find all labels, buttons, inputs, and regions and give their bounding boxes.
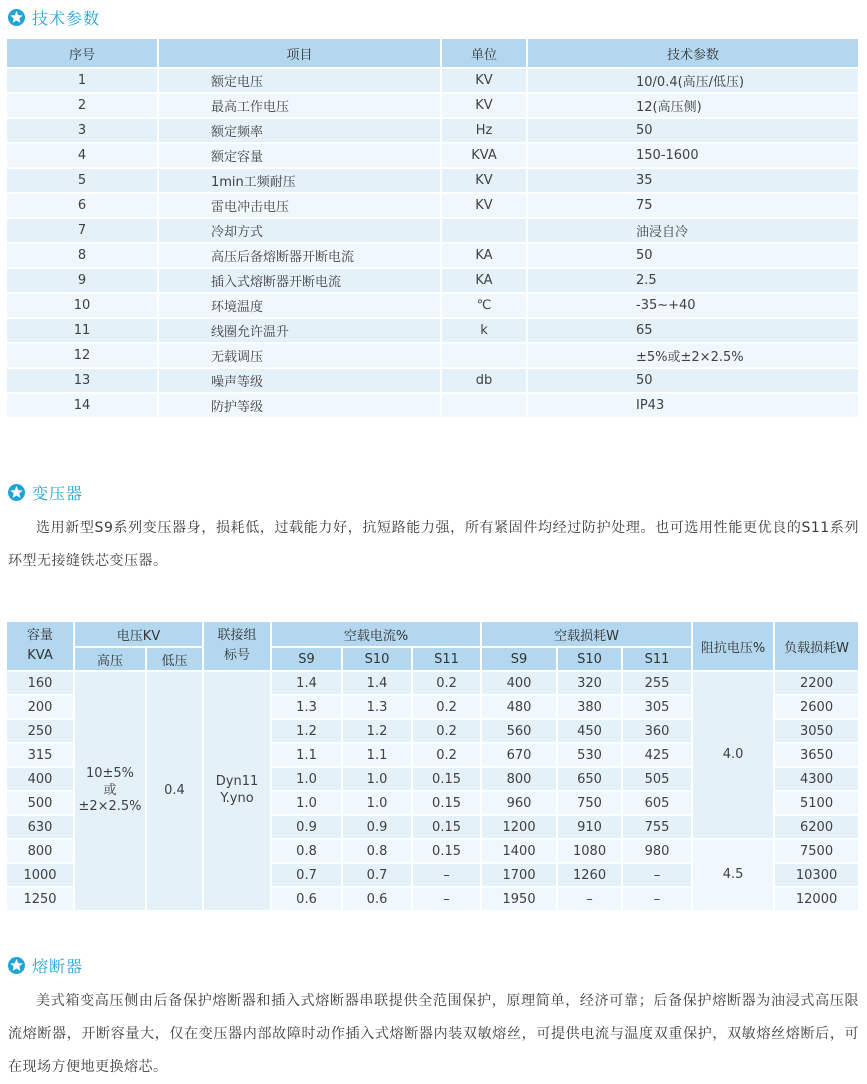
load-loss-cell: 10300 bbox=[775, 864, 860, 888]
cell: 50 bbox=[528, 369, 860, 394]
capacity-unit-label: KVA bbox=[27, 648, 53, 663]
cell: 0.9 bbox=[272, 816, 343, 840]
col-header-lv: 低压 bbox=[147, 648, 204, 672]
cell: 0.2 bbox=[413, 744, 482, 768]
capacity-cell: 200 bbox=[7, 696, 75, 720]
cell: 980 bbox=[623, 840, 693, 864]
cell: 4 bbox=[7, 144, 159, 169]
capacity-cell: 400 bbox=[7, 768, 75, 792]
table-row bbox=[7, 219, 860, 244]
cell: 560 bbox=[482, 720, 558, 744]
cell: 0.2 bbox=[413, 696, 482, 720]
load-loss-cell: 4300 bbox=[775, 768, 860, 792]
cell: 910 bbox=[558, 816, 623, 840]
col-header-unit: 单位 bbox=[442, 39, 528, 69]
cell: ±5%或±2×2.5% bbox=[528, 344, 860, 369]
cell: KVA bbox=[442, 144, 528, 169]
cell: 10 bbox=[7, 294, 159, 319]
table-row bbox=[7, 394, 860, 419]
load-loss-cell: 3050 bbox=[775, 720, 860, 744]
cell: 1.0 bbox=[272, 768, 343, 792]
col-header-value: 技术参数 bbox=[528, 39, 860, 69]
cell: 0.8 bbox=[272, 840, 343, 864]
table-row bbox=[7, 672, 860, 696]
col-header-loss-s10: S10 bbox=[558, 648, 623, 672]
cell: 6 bbox=[7, 194, 159, 219]
table-row bbox=[7, 69, 860, 94]
cell: KV bbox=[442, 169, 528, 194]
col-header-current-s9: S9 bbox=[272, 648, 343, 672]
col-header-loss-s11: S11 bbox=[623, 648, 693, 672]
load-loss-cell: 2600 bbox=[775, 696, 860, 720]
cell: KA bbox=[442, 269, 528, 294]
cell: k bbox=[442, 319, 528, 344]
cell: KV bbox=[442, 69, 528, 94]
cell: IP43 bbox=[528, 394, 860, 419]
cell: 1.2 bbox=[272, 720, 343, 744]
tech-params-table bbox=[7, 39, 860, 419]
cell: 环境温度 bbox=[159, 294, 442, 319]
table-row bbox=[7, 94, 860, 119]
cell bbox=[442, 344, 528, 369]
lv-voltage-merged-cell: 0.4 bbox=[147, 672, 204, 912]
cell: 0.15 bbox=[413, 792, 482, 816]
cell: 650 bbox=[558, 768, 623, 792]
hv-voltage-merged-cell bbox=[75, 672, 147, 912]
cell: 65 bbox=[528, 319, 860, 344]
cell bbox=[442, 394, 528, 419]
table-row bbox=[7, 144, 860, 169]
cell: 1.0 bbox=[343, 792, 413, 816]
cell: Hz bbox=[442, 119, 528, 144]
cell: 400 bbox=[482, 672, 558, 696]
col-header-no-load-loss: 空载损耗W bbox=[482, 622, 693, 648]
cell: 0.7 bbox=[343, 864, 413, 888]
table-row bbox=[7, 369, 860, 394]
cell: 1700 bbox=[482, 864, 558, 888]
col-header-hv: 高压 bbox=[75, 648, 147, 672]
load-loss-cell: 2200 bbox=[775, 672, 860, 696]
cell: 505 bbox=[623, 768, 693, 792]
col-header-loss-s9: S9 bbox=[482, 648, 558, 672]
cell: 1.4 bbox=[272, 672, 343, 696]
cell: 14 bbox=[7, 394, 159, 419]
cell: 额定容量 bbox=[159, 144, 442, 169]
table-row bbox=[7, 344, 860, 369]
cell: 额定频率 bbox=[159, 119, 442, 144]
cell: 50 bbox=[528, 119, 860, 144]
cell: 0.9 bbox=[343, 816, 413, 840]
cell: 0.8 bbox=[343, 840, 413, 864]
cell: 1.0 bbox=[343, 768, 413, 792]
vector-group-line: Dyn11 bbox=[215, 774, 259, 790]
page bbox=[0, 6, 867, 1084]
cell: 75 bbox=[528, 194, 860, 219]
section-title-tech-params: 技术参数 bbox=[32, 9, 101, 28]
cell: 额定电压 bbox=[159, 69, 442, 94]
load-loss-cell: 5100 bbox=[775, 792, 860, 816]
table-row bbox=[7, 294, 860, 319]
star-circle-icon bbox=[8, 484, 25, 501]
table-header-row bbox=[7, 39, 860, 69]
load-loss-cell: 3650 bbox=[775, 744, 860, 768]
star-circle-icon bbox=[8, 9, 25, 26]
table-row bbox=[7, 319, 860, 344]
cell: 380 bbox=[558, 696, 623, 720]
cell: – bbox=[623, 888, 693, 912]
vector-group-merged-cell bbox=[204, 672, 272, 912]
capacity-cell: 160 bbox=[7, 672, 75, 696]
section-heading-transformer bbox=[8, 481, 867, 504]
col-header-current-s11: S11 bbox=[413, 648, 482, 672]
section-title-transformer: 变压器 bbox=[32, 484, 84, 503]
capacity-cell: 1250 bbox=[7, 888, 75, 912]
table-row bbox=[7, 169, 860, 194]
col-header-load-loss: 负载损耗W bbox=[775, 622, 860, 672]
transformer-spec-table bbox=[7, 622, 860, 912]
cell: – bbox=[413, 864, 482, 888]
cell: 冷却方式 bbox=[159, 219, 442, 244]
cell: 0.2 bbox=[413, 672, 482, 696]
capacity-cell: 315 bbox=[7, 744, 75, 768]
cell: 320 bbox=[558, 672, 623, 696]
cell: 防护等级 bbox=[159, 394, 442, 419]
section-title-fuse: 熔断器 bbox=[32, 957, 84, 976]
hv-voltage-line: 10±5% bbox=[85, 765, 135, 781]
cell: 最高工作电压 bbox=[159, 94, 442, 119]
cell: 35 bbox=[528, 169, 860, 194]
capacity-cell: 630 bbox=[7, 816, 75, 840]
cell: -35~+40 bbox=[528, 294, 860, 319]
vector-group-label-2: 标号 bbox=[224, 648, 251, 663]
cell: 0.15 bbox=[413, 768, 482, 792]
fuse-paragraph: 美式箱变高压侧由后备保护熔断器和插入式熔断器串联提供全范围保护，原理简单，经济可靠；后备保护熔断器为油浸式高压限流熔断器，开断容量大，仅在变压器内部故障时动作插入式熔断器内装双敏熔丝，可提供电流与温度双重保护，双敏熔丝熔断后，可在现场方便地更换熔芯。 bbox=[8, 993, 859, 1075]
cell: 3 bbox=[7, 119, 159, 144]
vector-group-label-1: 联接组 bbox=[217, 627, 257, 643]
capacity-cell: 250 bbox=[7, 720, 75, 744]
cell: 425 bbox=[623, 744, 693, 768]
impedance-merged-cell-bottom: 4.5 bbox=[693, 840, 775, 912]
cell: 450 bbox=[558, 720, 623, 744]
cell: 1200 bbox=[482, 816, 558, 840]
cell: 11 bbox=[7, 319, 159, 344]
impedance-merged-cell-top: 4.0 bbox=[693, 672, 775, 840]
cell: 1260 bbox=[558, 864, 623, 888]
col-header-item: 项目 bbox=[159, 39, 442, 69]
cell: 1.1 bbox=[272, 744, 343, 768]
cell: 1.1 bbox=[343, 744, 413, 768]
cell: 12(高压侧) bbox=[528, 94, 860, 119]
cell: 高压后备熔断器开断电流 bbox=[159, 244, 442, 269]
cell: 960 bbox=[482, 792, 558, 816]
section-heading-fuse bbox=[8, 954, 867, 977]
table-header-row-1 bbox=[7, 622, 860, 648]
cell: 1400 bbox=[482, 840, 558, 864]
cell: 305 bbox=[623, 696, 693, 720]
capacity-cell: 800 bbox=[7, 840, 75, 864]
cell: 0.6 bbox=[343, 888, 413, 912]
cell: KV bbox=[442, 94, 528, 119]
cell: 雷电冲击电压 bbox=[159, 194, 442, 219]
cell: 0.15 bbox=[413, 840, 482, 864]
table-row bbox=[7, 244, 860, 269]
cell: 1min工频耐压 bbox=[159, 169, 442, 194]
cell: 755 bbox=[623, 816, 693, 840]
cell: 480 bbox=[482, 696, 558, 720]
cell: 2 bbox=[7, 94, 159, 119]
cell: 605 bbox=[623, 792, 693, 816]
cell: 1080 bbox=[558, 840, 623, 864]
cell: 0.2 bbox=[413, 720, 482, 744]
cell: 8 bbox=[7, 244, 159, 269]
cell: 无载调压 bbox=[159, 344, 442, 369]
cell: 9 bbox=[7, 269, 159, 294]
cell: 线圈允许温升 bbox=[159, 319, 442, 344]
cell: 12 bbox=[7, 344, 159, 369]
star-circle-icon bbox=[8, 957, 25, 974]
cell: – bbox=[413, 888, 482, 912]
section-heading-tech-params bbox=[8, 6, 867, 29]
cell: 1.4 bbox=[343, 672, 413, 696]
cell: 530 bbox=[558, 744, 623, 768]
cell: 13 bbox=[7, 369, 159, 394]
capacity-cell: 1000 bbox=[7, 864, 75, 888]
cell: db bbox=[442, 369, 528, 394]
cell bbox=[442, 219, 528, 244]
vector-group-line: Y.yno bbox=[220, 791, 254, 806]
col-header-index: 序号 bbox=[7, 39, 159, 69]
cell: 1.3 bbox=[343, 696, 413, 720]
cell: 1.2 bbox=[343, 720, 413, 744]
cell: 0.15 bbox=[413, 816, 482, 840]
col-header-no-load-current: 空载电流% bbox=[272, 622, 482, 648]
cell: 670 bbox=[482, 744, 558, 768]
table-row bbox=[7, 119, 860, 144]
cell: 0.6 bbox=[272, 888, 343, 912]
hv-voltage-line: 或 bbox=[103, 782, 117, 798]
load-loss-cell: 12000 bbox=[775, 888, 860, 912]
cell: 2.5 bbox=[528, 269, 860, 294]
cell: – bbox=[623, 864, 693, 888]
load-loss-cell: 7500 bbox=[775, 840, 860, 864]
cell: 750 bbox=[558, 792, 623, 816]
cell: 10/0.4(高压/低压) bbox=[528, 69, 860, 94]
cell: 360 bbox=[623, 720, 693, 744]
cell: 1950 bbox=[482, 888, 558, 912]
cell: KV bbox=[442, 194, 528, 219]
cell: ℃ bbox=[442, 294, 528, 319]
cell: 插入式熔断器开断电流 bbox=[159, 269, 442, 294]
load-loss-cell: 6200 bbox=[775, 816, 860, 840]
cell: 油浸自冷 bbox=[528, 219, 860, 244]
hv-voltage-line: ±2×2.5% bbox=[78, 799, 142, 815]
cell: 1.3 bbox=[272, 696, 343, 720]
table-row bbox=[7, 194, 860, 219]
cell: 1 bbox=[7, 69, 159, 94]
cell: 7 bbox=[7, 219, 159, 244]
table-row bbox=[7, 269, 860, 294]
capacity-cell: 500 bbox=[7, 792, 75, 816]
cell: 50 bbox=[528, 244, 860, 269]
cell: 0.7 bbox=[272, 864, 343, 888]
cell: 255 bbox=[623, 672, 693, 696]
transformer-paragraph: 选用新型S9系列变压器身，损耗低，过载能力好，抗短路能力强，所有紧固件均经过防护处理。也可选用性能更优良的S11系列环型无接缝铁芯变压器。 bbox=[8, 520, 859, 569]
col-header-impedance: 阻抗电压% bbox=[693, 622, 775, 672]
cell: 噪声等级 bbox=[159, 369, 442, 394]
col-header-capacity bbox=[7, 622, 75, 672]
cell: 800 bbox=[482, 768, 558, 792]
capacity-label: 容量 bbox=[26, 627, 53, 643]
col-header-vector-group bbox=[204, 622, 272, 672]
cell: KA bbox=[442, 244, 528, 269]
cell: – bbox=[558, 888, 623, 912]
cell: 150-1600 bbox=[528, 144, 860, 169]
cell: 1.0 bbox=[272, 792, 343, 816]
col-header-current-s10: S10 bbox=[343, 648, 413, 672]
col-header-voltage-group: 电压KV bbox=[75, 622, 204, 648]
cell: 5 bbox=[7, 169, 159, 194]
